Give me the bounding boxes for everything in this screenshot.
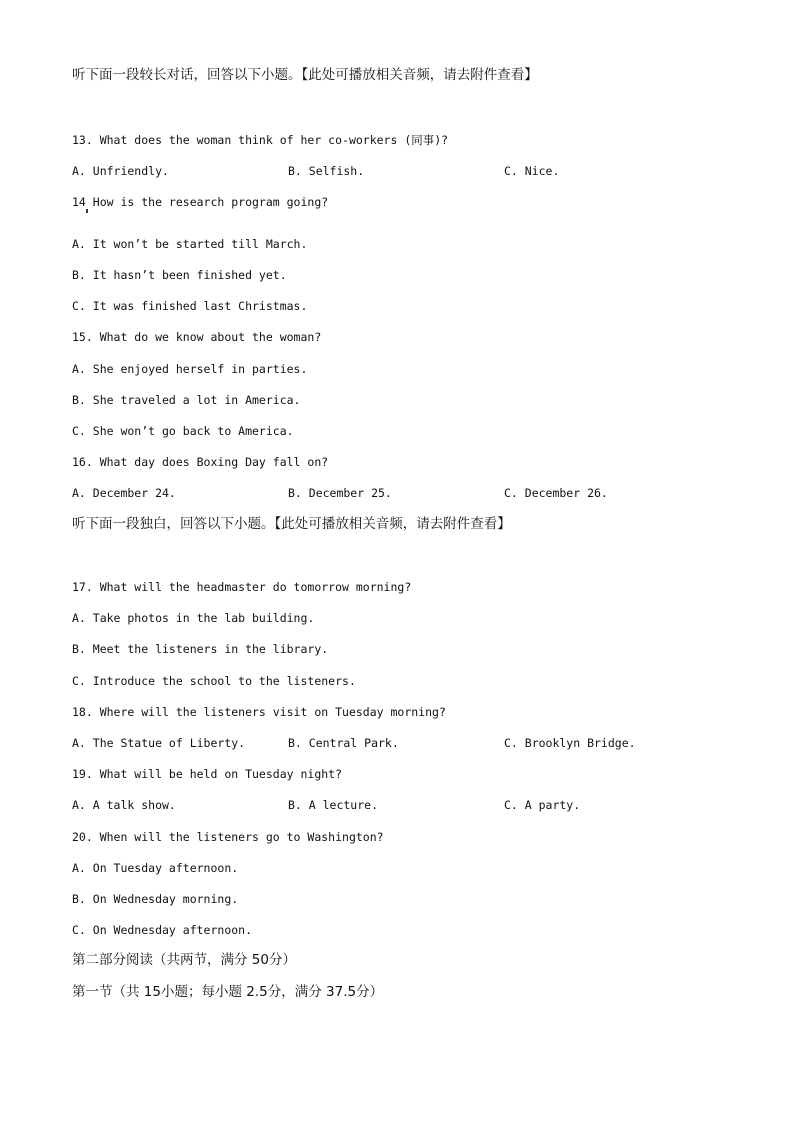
question-14-option-a: A. It won’t be started till March. — [72, 237, 308, 251]
question-13: 13. What does the woman think of her co-workers (同事)? — [72, 133, 449, 147]
option-a: A. December 24. — [72, 486, 176, 500]
decorative-tick — [86, 209, 88, 213]
question-15-option-c: C. She won’t go back to America. — [72, 424, 294, 438]
question-15: 15. What do we know about the woman? — [72, 330, 322, 344]
part-2-section-1-title: 第一节（共 15小题；每小题 2.5分，满分 37.5分） — [72, 984, 384, 1000]
question-19: 19. What will be held on Tuesday night? — [72, 767, 343, 781]
question-15-option-b: B. She traveled a lot in America. — [72, 393, 301, 407]
question-13-options — [72, 163, 722, 179]
question-14-option-c: C. It was finished last Christmas. — [72, 299, 308, 313]
part-2-title: 第二部分阅读（共两节，满分 50分） — [72, 952, 296, 968]
question-20-option-c: C. On Wednesday afternoon. — [72, 923, 253, 937]
question-19-options — [72, 797, 722, 813]
question-16: 16. What day does Boxing Day fall on? — [72, 455, 329, 469]
question-14-option-b: B. It hasn’t been finished yet. — [72, 268, 287, 282]
option-c: C. Brooklyn Bridge. — [504, 736, 636, 750]
option-a: A. A talk show. — [72, 798, 176, 812]
section-1-header: 听下面一段较长对话，回答以下小题。【此处可播放相关音频，请去附件查看】 — [72, 67, 538, 83]
question-17-option-c: C. Introduce the school to the listeners. — [72, 674, 356, 688]
question-17-option-b: B. Meet the listeners in the library. — [72, 642, 329, 656]
question-20-option-a: A. On Tuesday afternoon. — [72, 861, 239, 875]
option-b: B. Central Park. — [288, 736, 399, 750]
option-b: B. Selfish. — [288, 164, 365, 178]
question-16-options — [72, 485, 722, 501]
option-a: A. Unfriendly. — [72, 164, 169, 178]
option-b: B. December 25. — [288, 486, 392, 500]
question-18-options — [72, 735, 722, 751]
question-17-option-a: A. Take photos in the lab building. — [72, 611, 315, 625]
option-b: B. A lecture. — [288, 798, 379, 812]
option-c: C. A party. — [504, 798, 581, 812]
question-15-option-a: A. She enjoyed herself in parties. — [72, 362, 308, 376]
question-17: 17. What will the headmaster do tomorrow morning? — [72, 580, 412, 594]
option-a: A. The Statue of Liberty. — [72, 736, 246, 750]
option-c: C. Nice. — [504, 164, 560, 178]
question-20: 20. When will the listeners go to Washington? — [72, 830, 384, 844]
question-20-option-b: B. On Wednesday morning. — [72, 892, 239, 906]
option-c: C. December 26. — [504, 486, 608, 500]
question-14: 14 How is the research program going? — [72, 195, 329, 209]
section-2-header: 听下面一段独白，回答以下小题。【此处可播放相关音频，请去附件查看】 — [72, 516, 511, 532]
question-18: 18. Where will the listeners visit on Tuesday morning? — [72, 705, 446, 719]
